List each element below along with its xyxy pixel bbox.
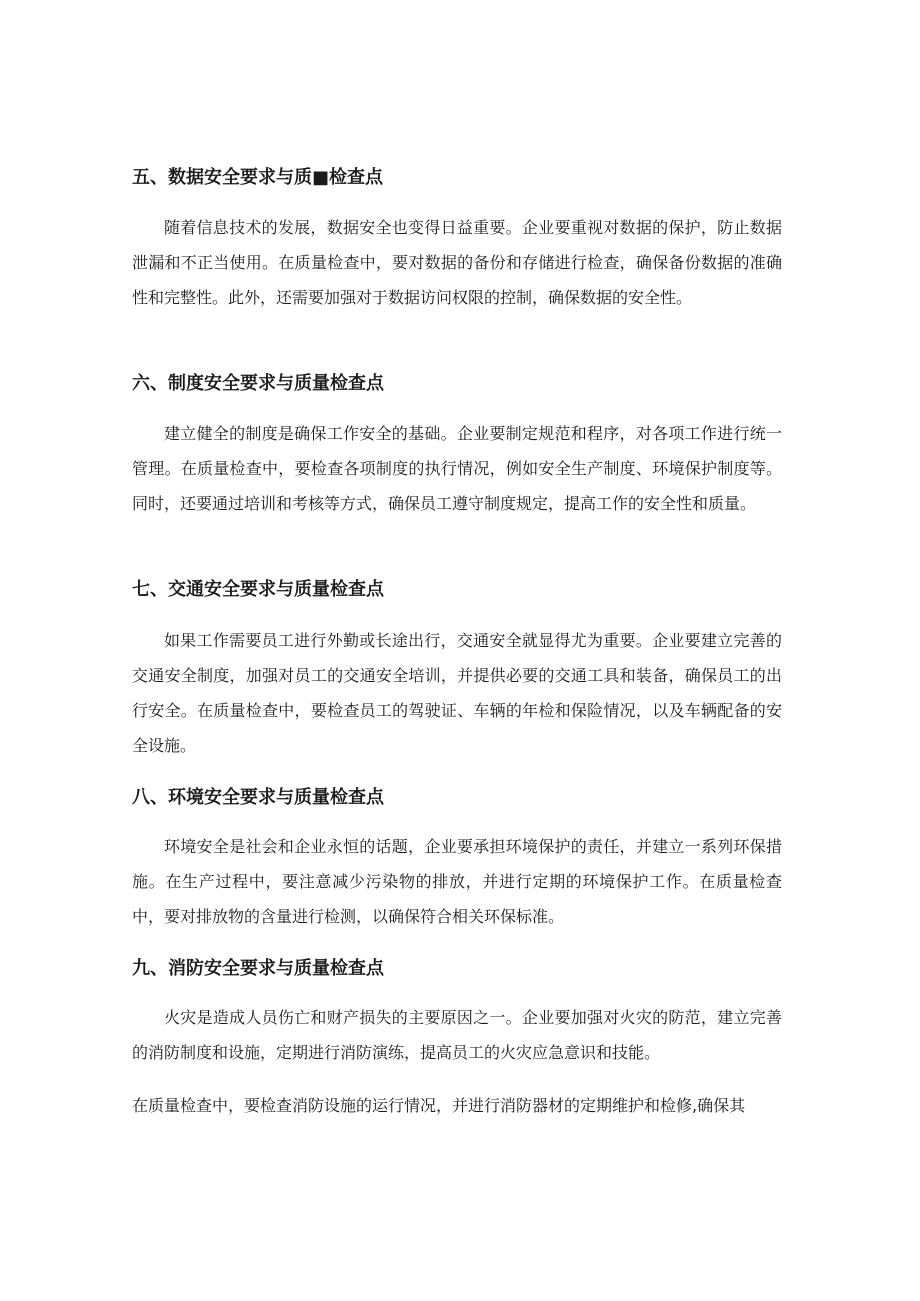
- section-9-continuation: 在质量检查中，要检查消防设施的运行情况，并进行消防器材的定期维护和检修,确保其: [132, 1096, 746, 1115]
- section-6-heading: 六、制度安全要求与质量检查点: [132, 373, 384, 394]
- section-5-heading: 五、数据安全要求与质■检查点: [132, 167, 384, 188]
- section-9-body: 火灾是造成人员伤亡和财产损失的主要原因之一。企业要加强对火灾的防范，建立完善的消防制度和设施，定期进行消防演练，提高员工的火灾应急意识和技能。: [132, 1008, 782, 1062]
- section-5-body: 随着信息技术的发展，数据安全也变得日益重要。企业要重视对数据的保护，防止数据泄漏和不正当使用。在质量检查中，要对数据的备份和存储进行检查，确保备份数据的准确性和完整性。此外，还需要加强对于数据访问权限的控制，确保数据的安全性。: [132, 218, 782, 307]
- section-7-heading: 七、交通安全要求与质量检查点: [132, 579, 384, 600]
- section-8-body: 环境安全是社会和企业永恒的话题，企业要承担环境保护的责任，并建立一系列环保措施。在生产过程中，要注意减少污染物的排放，并进行定期的环境保护工作。在质量检查中，要对排放物的含量进行检测，以确保符合相关环保标准。: [132, 837, 782, 926]
- section-6-body: 建立健全的制度是确保工作安全的基础。企业要制定规范和程序，对各项工作进行统一管理。在质量检查中，要检查各项制度的执行情况，例如安全生产制度、环境保护制度等。同时，还要通过培训和考核等方式，确保员工遵守制度规定，提高工作的安全性和质量。: [132, 424, 782, 513]
- section-7-body: 如果工作需要员工进行外勤或长途出行，交通安全就显得尤为重要。企业要建立完善的交通安全制度，加强对员工的交通安全培训，并提供必要的交通工具和装备，确保员工的出行安全。在质量检查中，要检查员工的驾驶证、车辆的年检和保险情况，以及车辆配备的安全设施。: [132, 631, 782, 755]
- section-9-heading: 九、消防安全要求与质量检查点: [132, 958, 384, 979]
- section-8-heading: 八、环境安全要求与质量检查点: [132, 787, 384, 808]
